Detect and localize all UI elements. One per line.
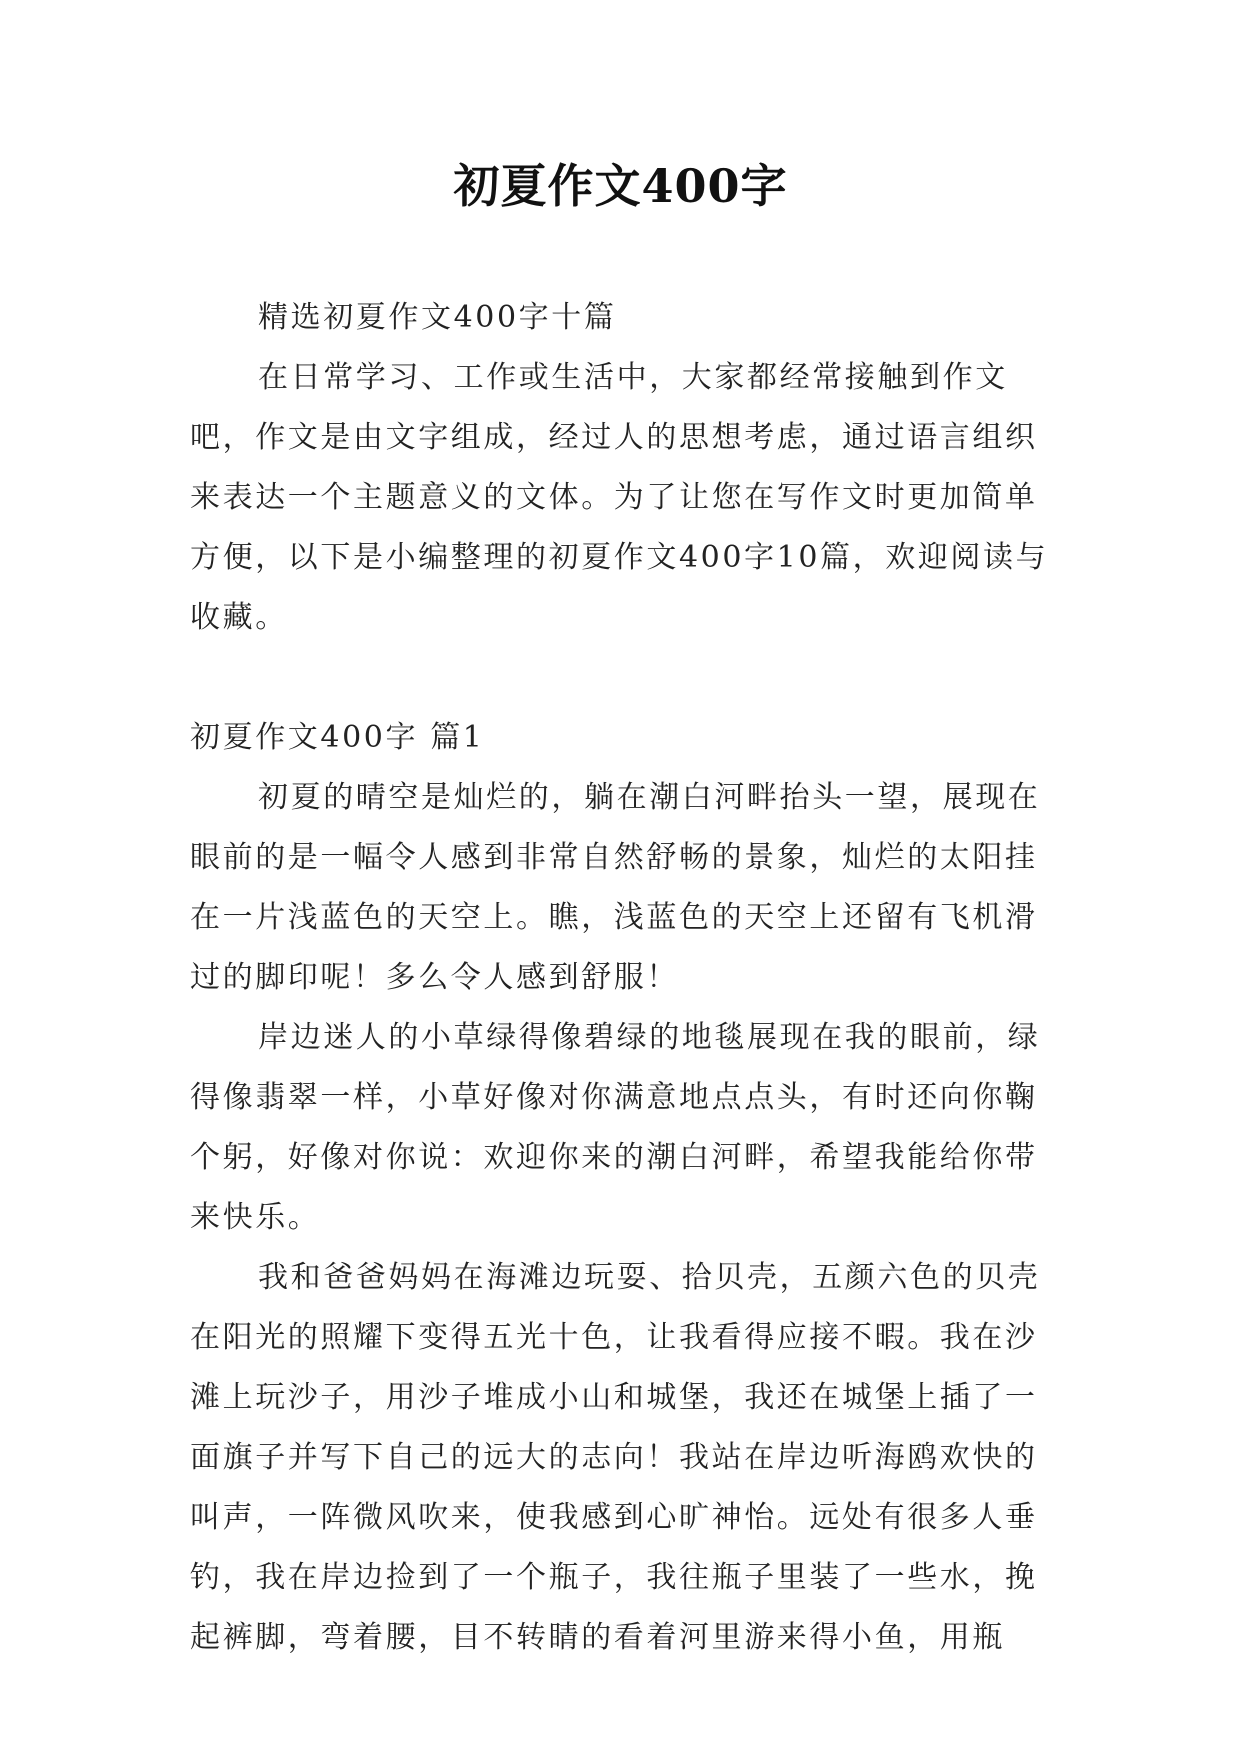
blank-line [190, 648, 1060, 708]
section-heading: 初夏作文400字 篇1 [190, 720, 485, 755]
document-body [190, 288, 1060, 1668]
intro-paragraph: 在日常学习、工作或生活中，大家都经常接触到作文吧，作文是由文字组成，经过人的思想考虑，通过语言组织来表达一个主题意义的文体。为了让您在写作文时更加简单方便，以下是小编整理的初夏作文400字10篇，欢迎阅读与收藏。 [190, 360, 1049, 635]
body-paragraph: 初夏的晴空是灿烂的，躺在潮白河畔抬头一望，展现在眼前的是一幅令人感到非常自然舒畅的景象，灿烂的太阳挂在一片浅蓝色的天空上。瞧，浅蓝色的天空上还留有飞机滑过的脚印呢！多么令人感到舒服！ [190, 780, 1041, 995]
subtitle: 精选初夏作文400字十篇 [258, 300, 617, 335]
body-paragraph: 岸边迷人的小草绿得像碧绿的地毯展现在我的眼前，绿得像翡翠一样，小草好像对你满意地点点头，有时还向你鞠个躬，好像对你说：欢迎你来的潮白河畔，希望我能给你带来快乐。 [190, 1020, 1041, 1235]
body-paragraph: 我和爸爸妈妈在海滩边玩耍、拾贝壳，五颜六色的贝壳在阳光的照耀下变得五光十色，让我看得应接不暇。我在沙滩上玩沙子，用沙子堆成小山和城堡，我还在城堡上插了一面旗子并写下自己的远大的志向！我站在岸边听海鸥欢快的叫声，一阵微风吹来，使我感到心旷神怡。远处有很多人垂钓，我在岸边捡到了一个瓶子，我往瓶子里装了一些水，挽起裤脚，弯着腰，目不转睛的看着河里游来得小鱼，用瓶 [190, 1260, 1041, 1655]
document-title: 初夏作文400字 [453, 159, 788, 213]
